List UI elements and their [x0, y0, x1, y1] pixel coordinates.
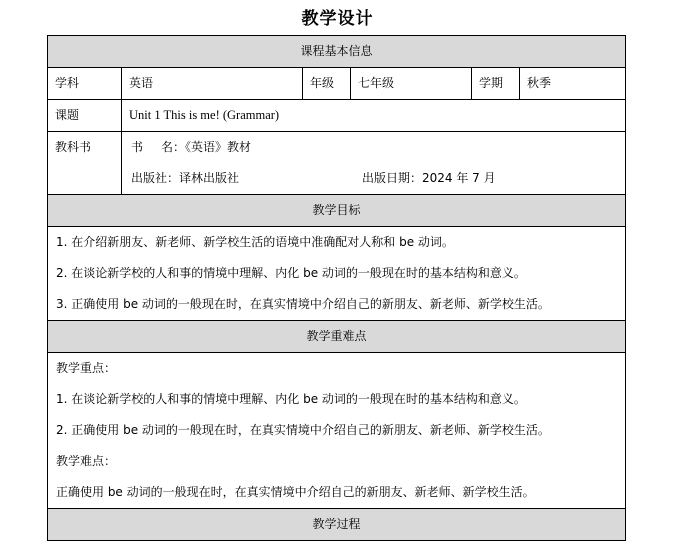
document-title: 教学设计 — [301, 9, 374, 29]
topic-label: 课题 — [48, 100, 122, 132]
key-points-row — [48, 353, 626, 509]
subject-label: 学科 — [48, 68, 122, 100]
objective-item: 1. 在介绍新朋友、新老师、新学校生活的语境中准确配对人称和 be 动词。 — [56, 235, 454, 249]
objectives-header: 教学目标 — [48, 195, 626, 227]
focus-label: 教学重点： — [56, 361, 117, 375]
book-name-line — [122, 132, 626, 163]
process-header: 教学过程 — [48, 509, 626, 541]
key-points-cell — [48, 353, 626, 509]
key-points-header: 教学重难点 — [48, 321, 626, 353]
publisher-text: 出版社：译林出版社 — [131, 171, 240, 185]
objective-item: 3. 正确使用 be 动词的一般现在时，在真实情境中介绍自己的新朋友、新老师、新学校生活。 — [56, 297, 550, 311]
topic-row — [48, 100, 626, 132]
textbook-info — [122, 132, 626, 195]
grade-label: 年级 — [303, 68, 351, 100]
basic-info-header: 课程基本信息 — [48, 36, 626, 68]
book-name-value: 《英语》教材 — [185, 140, 252, 154]
objective-item: 2. 在谈论新学校的人和事的情境中理解、内化 be 动词的一般现在时的基本结构和意义。 — [56, 266, 526, 280]
basic-info-header-row — [48, 36, 626, 68]
objectives-row — [48, 227, 626, 321]
focus-item: 2. 正确使用 be 动词的一般现在时，在真实情境中介绍自己的新朋友、新老师、新学校生活。 — [56, 423, 550, 437]
pub-date-text: 出版日期：2024 年 7 月 — [362, 171, 496, 185]
subject-value: 英语 — [122, 68, 303, 100]
textbook-label: 教科书 — [48, 132, 122, 195]
publisher-line — [122, 163, 626, 194]
textbook-row — [48, 132, 626, 195]
book-name-label-a: 书 — [131, 140, 144, 154]
objectives-header-row — [48, 195, 626, 227]
subject-row — [48, 68, 626, 100]
book-name-label-b: 名： — [161, 140, 186, 154]
key-points-header-row — [48, 321, 626, 353]
topic-value: Unit 1 This is me! (Grammar) — [122, 100, 626, 132]
lesson-plan-table — [47, 35, 626, 541]
term-label: 学期 — [472, 68, 520, 100]
difficulty-text: 正确使用 be 动词的一般现在时，在真实情境中介绍自己的新朋友、新老师、新学校生活。 — [56, 485, 535, 499]
grade-value: 七年级 — [351, 68, 472, 100]
focus-item: 1. 在谈论新学校的人和事的情境中理解、内化 be 动词的一般现在时的基本结构和意义。 — [56, 392, 526, 406]
term-value: 秋季 — [520, 68, 626, 100]
objectives-cell — [48, 227, 626, 321]
difficulty-label: 教学难点： — [56, 454, 117, 468]
